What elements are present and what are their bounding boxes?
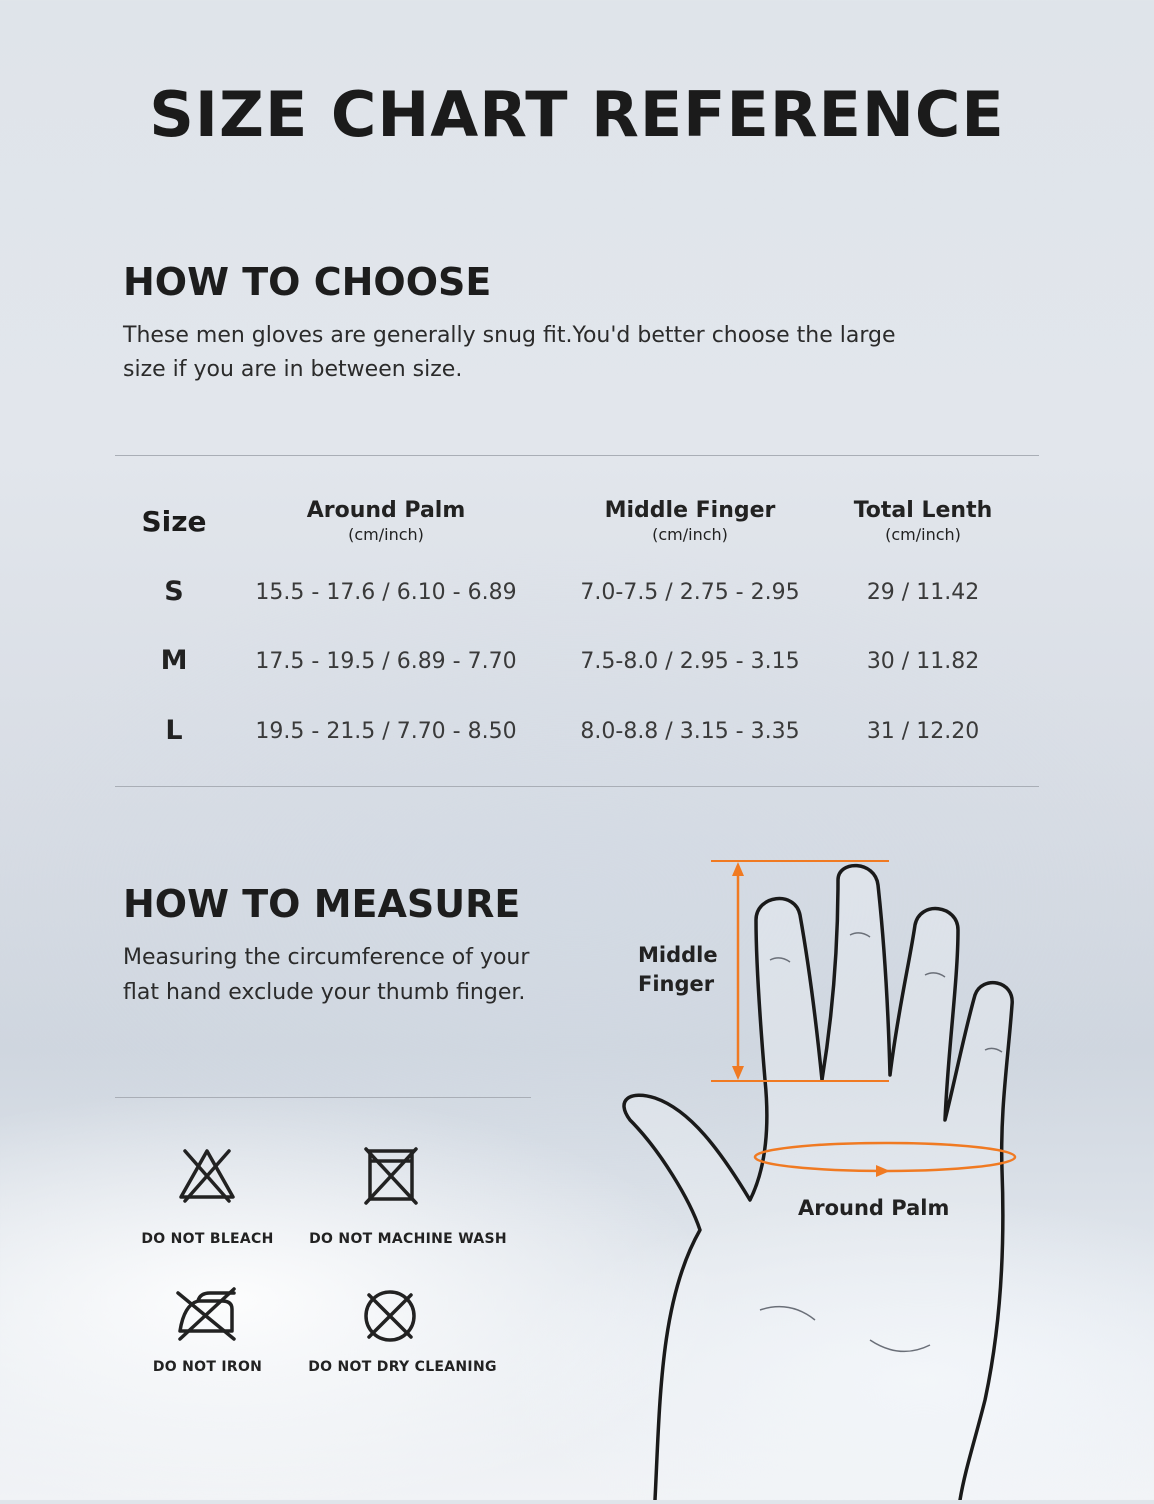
middle-finger-annotation bbox=[638, 941, 718, 999]
total-length-cell: 30 / 11.82 bbox=[866, 649, 980, 674]
column-header-middle-finger bbox=[560, 498, 820, 544]
around-palm-cell: 19.5 - 21.5 / 7.70 - 8.50 bbox=[255, 719, 517, 744]
size-cell: L bbox=[165, 715, 183, 746]
how-to-measure-heading: HOW TO MEASURE bbox=[123, 882, 521, 926]
no-dry-clean-icon bbox=[359, 1285, 421, 1347]
care-divider bbox=[115, 1097, 531, 1098]
column-header-unit: (cm/inch) bbox=[885, 525, 961, 544]
column-header-unit: (cm/inch) bbox=[652, 525, 728, 544]
total-length-cell: 31 / 12.20 bbox=[866, 719, 980, 744]
how-to-choose-line-1: These men gloves are generally snug fit.You'd better choose the large bbox=[123, 323, 896, 348]
care-label: DO NOT DRY CLEANING bbox=[308, 1359, 497, 1375]
care-label: DO NOT IRON bbox=[152, 1359, 263, 1375]
care-label: DO NOT BLEACH bbox=[141, 1231, 274, 1247]
size-cell: S bbox=[164, 576, 184, 607]
table-row bbox=[0, 645, 1154, 681]
how-to-measure-line-2: flat hand exclude your thumb finger. bbox=[123, 980, 526, 1005]
middle-finger-label-line-1: Middle bbox=[638, 943, 718, 967]
middle-finger-cell: 8.0-8.8 / 3.15 - 3.35 bbox=[580, 719, 800, 744]
column-header-label: Total Lenth bbox=[853, 498, 993, 523]
middle-finger-cell: 7.0-7.5 / 2.75 - 2.95 bbox=[580, 580, 800, 605]
table-bottom-divider bbox=[115, 786, 1039, 787]
care-label: DO NOT MACHINE WASH bbox=[309, 1231, 507, 1247]
around-palm-label: Around Palm bbox=[798, 1196, 950, 1220]
how-to-choose-heading: HOW TO CHOOSE bbox=[123, 260, 492, 304]
size-cell: M bbox=[160, 645, 188, 676]
middle-finger-cell: 7.5-8.0 / 2.95 - 3.15 bbox=[580, 649, 800, 674]
no-bleach-icon bbox=[175, 1145, 239, 1205]
how-to-measure-line-1: Measuring the circumference of your bbox=[123, 945, 530, 970]
table-row bbox=[0, 576, 1154, 612]
around-palm-cell: 15.5 - 17.6 / 6.10 - 6.89 bbox=[255, 580, 517, 605]
how-to-choose-line-2: size if you are in between size. bbox=[123, 357, 463, 382]
around-palm-cell: 17.5 - 19.5 / 6.89 - 7.70 bbox=[255, 649, 517, 674]
middle-finger-label-line-2: Finger bbox=[638, 972, 715, 996]
total-length-cell: 29 / 11.42 bbox=[866, 580, 980, 605]
no-machine-wash-icon bbox=[362, 1145, 420, 1205]
column-header-total-length bbox=[823, 498, 1023, 544]
page-title: SIZE CHART REFERENCE bbox=[149, 78, 1005, 151]
table-top-divider bbox=[115, 455, 1039, 456]
column-header-label: Middle Finger bbox=[604, 498, 776, 523]
column-header-around-palm bbox=[256, 498, 516, 544]
column-header-label: Around Palm bbox=[306, 498, 466, 523]
no-iron-icon bbox=[170, 1283, 242, 1343]
column-header-unit: (cm/inch) bbox=[348, 525, 424, 544]
table-row bbox=[0, 715, 1154, 751]
size-column-header: Size bbox=[141, 505, 207, 538]
